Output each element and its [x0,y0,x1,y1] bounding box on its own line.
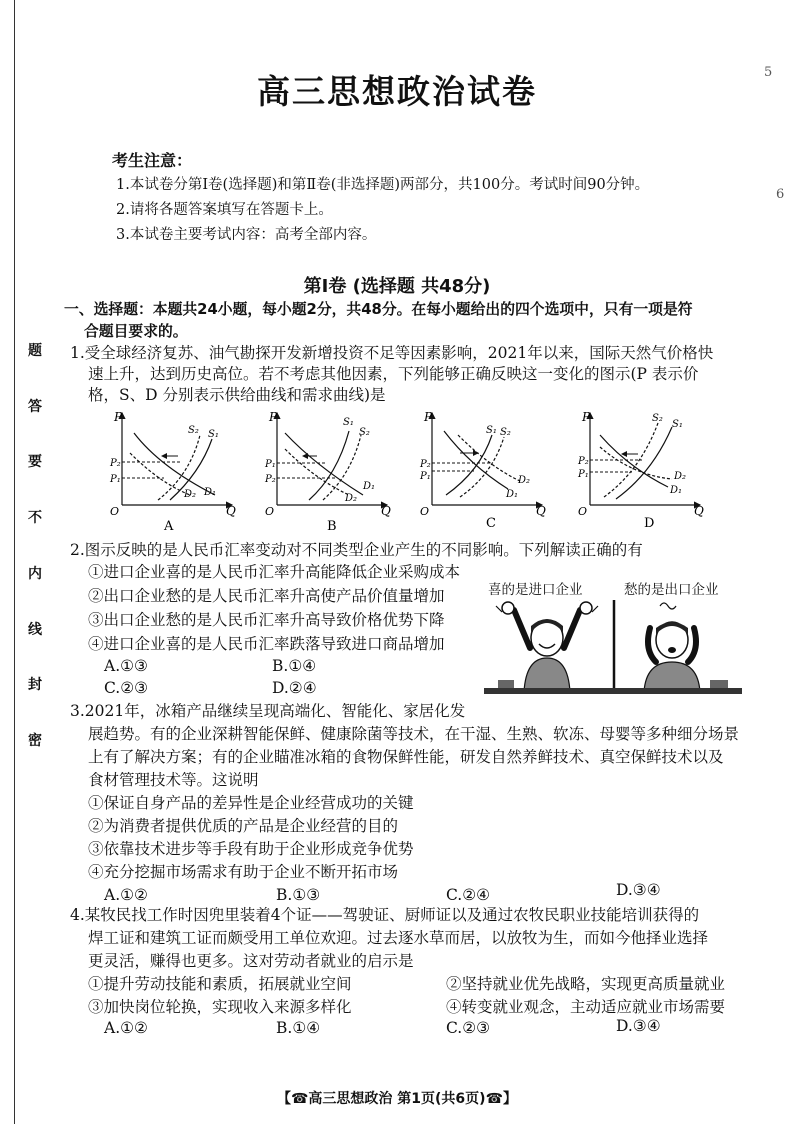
page-title: 高三思想政治试卷 [257,72,537,111]
q2-stem: 2.图示反映的是人民币汇率变动对不同类型企业产生的不同影响。下列解读正确的有 [70,541,643,559]
notice-item: 1.本试卷分第Ⅰ卷(选择题)和第Ⅱ卷(非选择题)两部分，共100分。考试时间90分钟。 [116,177,650,193]
corner-mark: 5 [764,65,773,80]
p-label: P₂ [265,474,276,485]
p-label: P₁ [110,474,121,485]
cartoon-drawing [484,600,742,696]
q2-option-d: D.②④ [272,679,317,697]
q1-stem: 1.受全球经济复苏、油气勘探开发新增投资不足等因素影响，2021年以来，国际天然气价格快 [70,344,714,362]
d1-curve [600,435,668,487]
curve-label: S₁ [486,425,497,436]
curve-label: S₁ [208,429,219,440]
axis-p-label: P [269,410,278,424]
p-label: P₂ [420,459,431,470]
origin-label: O [265,505,275,518]
side-mark: 6 [776,187,785,202]
p-label: P₁ [265,459,276,470]
origin-label: O [110,505,120,518]
q4-item: ②坚持就业优先战略，实现更高质量就业 [446,975,726,993]
exchange-rate-cartoon [484,580,742,696]
notice-item: 3.本试卷主要考试内容：高考全部内容。 [116,227,377,243]
axis-q-label: Q [694,504,704,518]
s2-curve [460,437,504,497]
q3-stem: 3.2021年，冰箱产品继续呈现高端化、智能化、家居化发 [70,702,466,720]
axis-p-label: P [424,410,433,424]
d1-curve [444,431,508,489]
curve-label: D₂ [184,489,197,500]
graph-c [410,405,560,535]
binding-char: 内 [28,565,42,582]
binding-char: 不 [28,510,42,527]
q3-stem: 食材管理技术等。这说明 [88,771,259,789]
q4-item: ①提升劳动技能和素质，拓展就业空间 [88,975,352,993]
q1-stem: 速上升，达到历史高位。若不考虑其他因素，下列能够正确反映这一变化的图示(P 表示价 [88,365,699,383]
q2-item: ③出口企业愁的是人民币汇率升高导致价格优势下降 [88,611,445,629]
binding-char: 要 [28,454,42,471]
q2-option-a: A.①③ [104,657,148,675]
binding-char: 密 [28,732,42,749]
q3-option-d: D.③④ [616,881,661,899]
q3-option-c: C.②④ [446,886,491,904]
axis-q-label: Q [226,504,236,518]
q4-option-b: B.①④ [276,1019,321,1037]
s1-curve [616,427,672,499]
d2-curve [600,447,672,479]
q4-stem: 4.某牧民找工作时因兜里装着4个证——驾驶证、厨师证以及通过农牧民职业技能培训获得的 [70,906,700,924]
q2-item: ②出口企业愁的是人民币汇率升高使产品价值量增加 [88,587,445,605]
notice-heading: 考生注意： [112,151,193,170]
binding-char: 答 [28,398,42,415]
cartoon-right-caption: 愁的是出口企业 [624,582,719,598]
q3-option-a: A.①② [104,886,148,904]
curve-label: S₂ [652,413,663,424]
q3-option-b: B.①③ [276,886,321,904]
curve-label: D₂ [345,493,358,504]
curve-label: S₂ [188,425,199,436]
p-label: P₁ [420,471,431,482]
curve-label: D₁ [204,487,217,498]
q2-item: ④进口企业喜的是人民币汇率跌落导致进口商品增加 [88,635,445,653]
graph-b [255,405,405,535]
graph-label: A [164,519,174,534]
section-title: 第Ⅰ卷 (选择题 共48分) [303,276,491,297]
q4-option-c: C.②③ [446,1019,491,1037]
section-instruction: 合题目要求的。 [84,323,188,340]
graph-label: B [327,519,337,534]
q3-item: ③依靠技术进步等手段有助于企业形成竞争优势 [88,840,414,858]
curve-label: S₁ [672,419,683,430]
s1-curve [446,435,492,495]
q4-stem: 更灵活，赚得也更多。这对劳动者就业的启示是 [88,952,414,970]
q3-item: ①保证自身产品的差异性是企业经营成功的关键 [88,794,414,812]
axis-q-label: Q [536,504,546,518]
axis-p-label: P [582,410,591,424]
q4-item: ③加快岗位轮换，实现收入来源多样化 [88,998,352,1016]
curve-label: D₂ [518,475,531,486]
worried-exporter-figure [644,603,700,692]
q4-option-a: A.①② [104,1019,148,1037]
graph-a [100,405,250,535]
cartoon-left-caption: 喜的是进口企业 [488,582,583,598]
graph-label: D [644,516,655,531]
q4-item: ④转变就业观念，主动适应就业市场需要 [446,998,726,1016]
axis-p-label: P [114,410,123,424]
curve-label: D₁ [670,485,683,496]
curve-label: D₁ [506,489,519,500]
section-instruction: 一、选择题：本题共24小题，每小题2分，共48分。在每小题给出的四个选项中，只有一项是符 [64,301,693,318]
page-footer: 【☎高三思想政治 第1页(共6页)☎】 [276,1091,518,1107]
s1-curve [309,431,349,500]
axis-q-label: Q [381,504,391,518]
curve-label: S₁ [343,417,354,428]
happy-importer-figure [496,600,598,692]
p-label: P₁ [578,469,589,480]
q3-item: ②为消费者提供优质的产品是企业经营的目的 [88,817,399,835]
d1-curve [134,433,215,495]
origin-label: O [578,505,588,518]
binding-line [14,0,15,1124]
q2-item: ①进口企业喜的是人民币汇率升高能降低企业采购成本 [88,563,461,581]
curve-label: S₂ [500,427,511,438]
binding-char: 封 [28,677,42,694]
curve-label: D₂ [674,471,687,482]
q4-option-d: D.③④ [616,1017,661,1035]
binding-char: 线 [28,621,42,638]
graph-d [568,405,718,535]
q3-stem: 展趋势。有的企业深耕智能保鲜、健康除菌等技术，在干湿、生熟、软冻、母婴等多种细分场景 [88,725,740,743]
p-label: P₂ [110,458,121,469]
curve-label: S₂ [359,427,370,438]
binding-margin [24,340,46,750]
q1-stem: 格，S、D 分别表示供给曲线和需求曲线)是 [88,386,386,404]
origin-label: O [420,505,430,518]
notice-item: 2.请将各题答案填写在答题卡上。 [116,202,333,218]
curve-label: D₁ [363,481,376,492]
graph-label: C [486,516,496,531]
d1-curve [285,433,363,495]
q3-stem: 上有了解决方案；有的企业瞄准冰箱的食物保鲜性能，研发自然养鲜技术、真空保鲜技术以及 [88,748,724,766]
q3-item: ④充分挖掘市场需求有助于企业不断开拓市场 [88,863,399,881]
q2-option-b: B.①④ [272,657,317,675]
p-label: P₂ [578,456,589,467]
binding-char: 题 [28,343,42,359]
q2-option-c: C.②③ [104,679,149,697]
q4-stem: 焊工证和建筑工证而颇受用工单位欢迎。过去逐水草而居，以放牧为生，而如今他择业选择 [88,929,709,947]
